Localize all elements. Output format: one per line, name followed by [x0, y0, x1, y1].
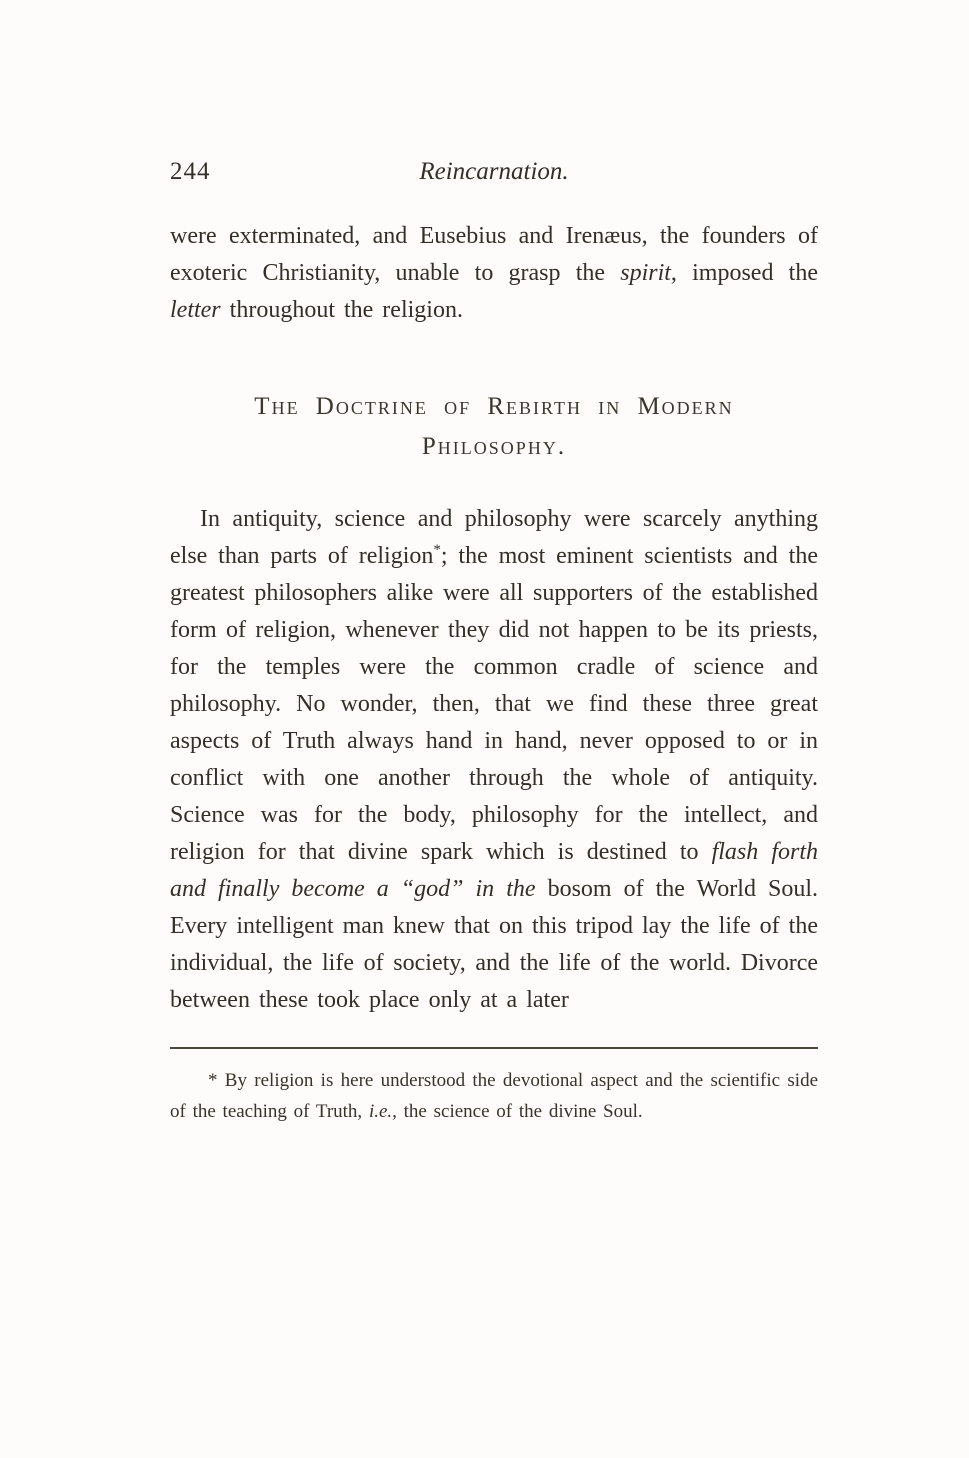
- footnote-marker: *: [433, 542, 441, 558]
- section-heading-line-1: The Doctrine of Rebirth in Modern: [254, 393, 734, 420]
- page-number: 244: [170, 158, 211, 185]
- intro-text-2: , imposed the: [670, 260, 818, 286]
- body-text-3: bosom of the World Soul. Every intelligent man knew that on this tripod lay the life of the individual, the life of society, and the life of the world. Divorce between these took place only at a later: [170, 876, 819, 1013]
- body-text-1: In antiquity, science and philosophy were scarcely anything else than parts of religion: [170, 506, 818, 569]
- intro-paragraph: [170, 218, 818, 329]
- intro-italic-letter: letter: [170, 297, 221, 323]
- footnote-area: [170, 1047, 818, 1127]
- section-heading: [170, 387, 818, 467]
- section-heading-line-2: Philosophy.: [421, 433, 567, 460]
- footnote: [170, 1065, 818, 1127]
- footnote-rule: [170, 1047, 818, 1049]
- body-italic-1: flash forth and finally become a “god” in the: [170, 839, 819, 902]
- footnote-text-1: * By religion is here understood the devotional aspect and the scientific side of the teaching of Truth,: [170, 1070, 818, 1122]
- footnote-text-2: the science of the divine Soul.: [396, 1101, 643, 1122]
- body-paragraph: [170, 501, 818, 1019]
- page-header: [170, 158, 818, 192]
- page-content: [170, 158, 818, 1127]
- running-title: Reincarnation.: [419, 158, 569, 185]
- footnote-italic-ie: i.e.,: [368, 1101, 397, 1122]
- body-text-2: ; the most eminent scientists and the greatest philosophers alike were all supporters of the established form of religion, whenever they did not happen to be its priests, for the temples were the common cradle of science and philosophy. No wonder, then, that we find these three great aspects of Truth always hand in hand, never opposed to or in conflict with one another through the whole of antiquity. Science was for the body, philosophy for the intellect, and religion for that divine spark which is destined to: [170, 543, 818, 865]
- intro-italic-spirit: spirit: [620, 260, 671, 286]
- intro-text-1: were exterminated, and Eusebius and Irenæus, the founders of exoteric Christianity, unable to grasp the: [170, 223, 818, 286]
- intro-text-3: throughout the religion.: [220, 297, 463, 323]
